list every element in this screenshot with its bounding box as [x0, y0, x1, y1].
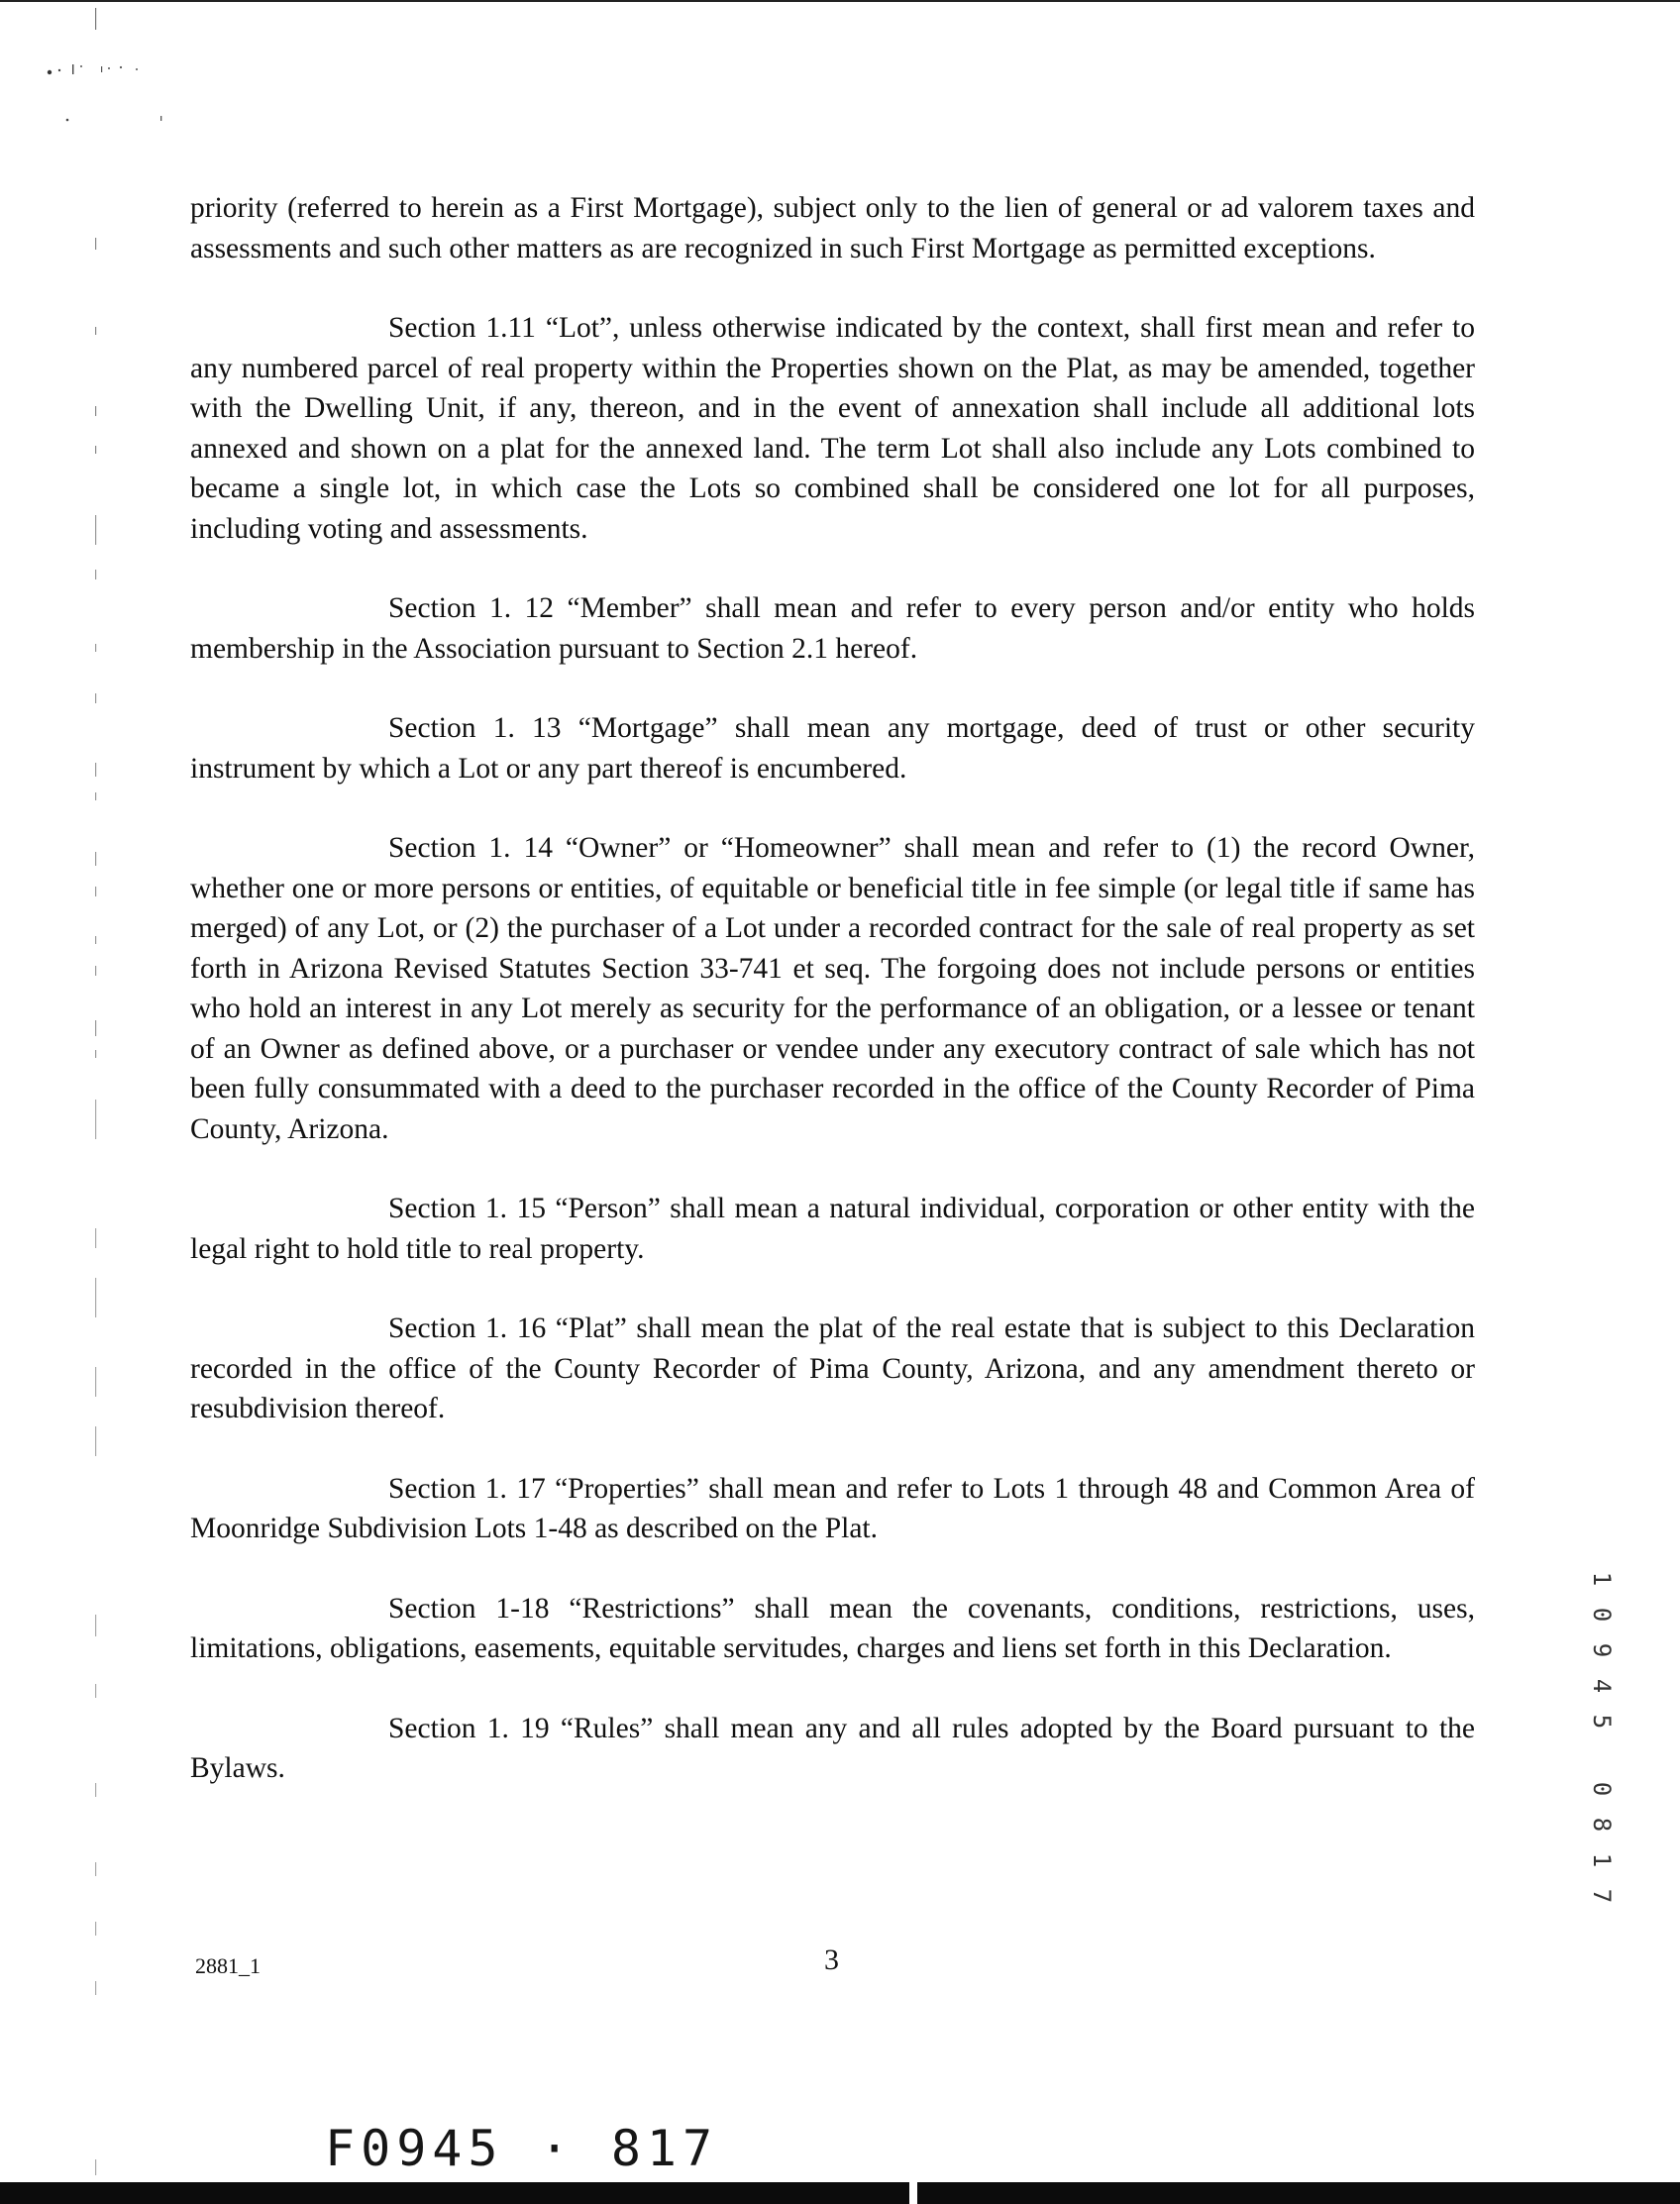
paragraph-section-1-17-properties: Section 1. 17 “Properties” shall mean and refer to Lots 1 through 48 and Common Area of Moonridge Subdivision Lots 1-48 as described on the Plat. — [190, 1472, 1475, 1544]
side-stamp-digit: 0 — [1588, 1781, 1617, 1797]
side-stamp-digit: 8 — [1588, 1817, 1617, 1833]
scan-specks — [40, 54, 208, 144]
side-stamp-digit: 1 — [1588, 1571, 1617, 1587]
footer-document-id: 2881_1 — [195, 1953, 261, 1978]
document-body — [190, 188, 1475, 1789]
scan-bottom-edge-gap — [909, 2182, 917, 2204]
side-stamp-digit: 5 — [1588, 1714, 1617, 1730]
paragraph-first-mortgage-continued: priority (referred to herein as a First Mortgage), subject only to the lien of general or ad valorem taxes and assessments and such other matters as are recognized in such First Mortgage as permitted exceptions. — [190, 192, 1475, 264]
paragraph-section-1-15-person: Section 1. 15 “Person” shall mean a natural individual, corporation or other entity with the legal right to hold title to real property. — [190, 1193, 1475, 1265]
scan-top-edge — [0, 0, 1680, 2]
scan-margin-marks — [87, 0, 107, 2179]
footer-page-number: 3 — [824, 1943, 839, 1976]
side-stamp-digit: 4 — [1588, 1678, 1617, 1694]
paragraph-section-1-11-lot: Section 1.11 “Lot”, unless otherwise indicated by the context, shall first mean and refer to any numbered parcel of real property within the Properties shown on the Plat, as may be amended, together with the Dwelling Unit, if any, thereon, and in the event of annexation shall include all additional lots annexed and shown on a plat for the annexed land. The term Lot shall also include any Lots combined to became a single lot, in which case the Lots so combined shall be considered one lot for all purposes, including voting and assessments. — [190, 312, 1475, 545]
scan-bottom-edge — [0, 2182, 1680, 2204]
paragraph-section-1-14-owner: Section 1. 14 “Owner” or “Homeowner” shall mean and refer to (1) the record Owner, whether one or more persons or entities, of equitable or beneficial title in fee simple (or legal title if same has merged) of any Lot, or (2) the purchaser of a Lot under a recorded contract for the sale of real property as set forth in Arizona Revised Statutes Section 33-741 et seq. The forgoing does not include persons or entities who hold an interest in any Lot merely as security for the performance of an obligation, or a lessee or tenant of an Owner as defined above, or a purchaser or vendee under any executory contract of sale which has not been fully consummated with a deed to the purchaser recorded in the office of the County Recorder of Pima County, Arizona. — [190, 832, 1475, 1145]
side-stamp-digit: 9 — [1588, 1642, 1617, 1658]
side-stamp-digit: 1 — [1588, 1852, 1617, 1868]
recording-number-stamp: F0945 · 817 — [325, 2120, 719, 2177]
side-stamp-digit: 0 — [1588, 1607, 1617, 1623]
side-stamp-digit: 7 — [1588, 1888, 1617, 1904]
paragraph-section-1-18-restrictions: Section 1-18 “Restrictions” shall mean the covenants, conditions, restrictions, uses, limitations, obligations, easements, equitable servitudes, charges and liens set forth in this Declaration. — [190, 1592, 1475, 1664]
paragraph-section-1-19-rules: Section 1. 19 “Rules” shall mean any and all rules adopted by the Board pursuant to the Bylaws. — [190, 1712, 1475, 1784]
side-recording-stamp — [1589, 1565, 1644, 1942]
paragraph-section-1-16-plat: Section 1. 16 “Plat” shall mean the plat of the real estate that is subject to this Declaration recorded in the office of the County Recorder of Pima County, Arizona, and any amendment thereto or resubdivision thereof. — [190, 1312, 1475, 1424]
paragraph-section-1-13-mortgage: Section 1. 13 “Mortgage” shall mean any mortgage, deed of trust or other security instrument by which a Lot or any part thereof is encumbered. — [190, 712, 1475, 785]
paragraph-section-1-12-member: Section 1. 12 “Member” shall mean and refer to every person and/or entity who holds membership in the Association pursuant to Section 2.1 hereof. — [190, 592, 1475, 665]
